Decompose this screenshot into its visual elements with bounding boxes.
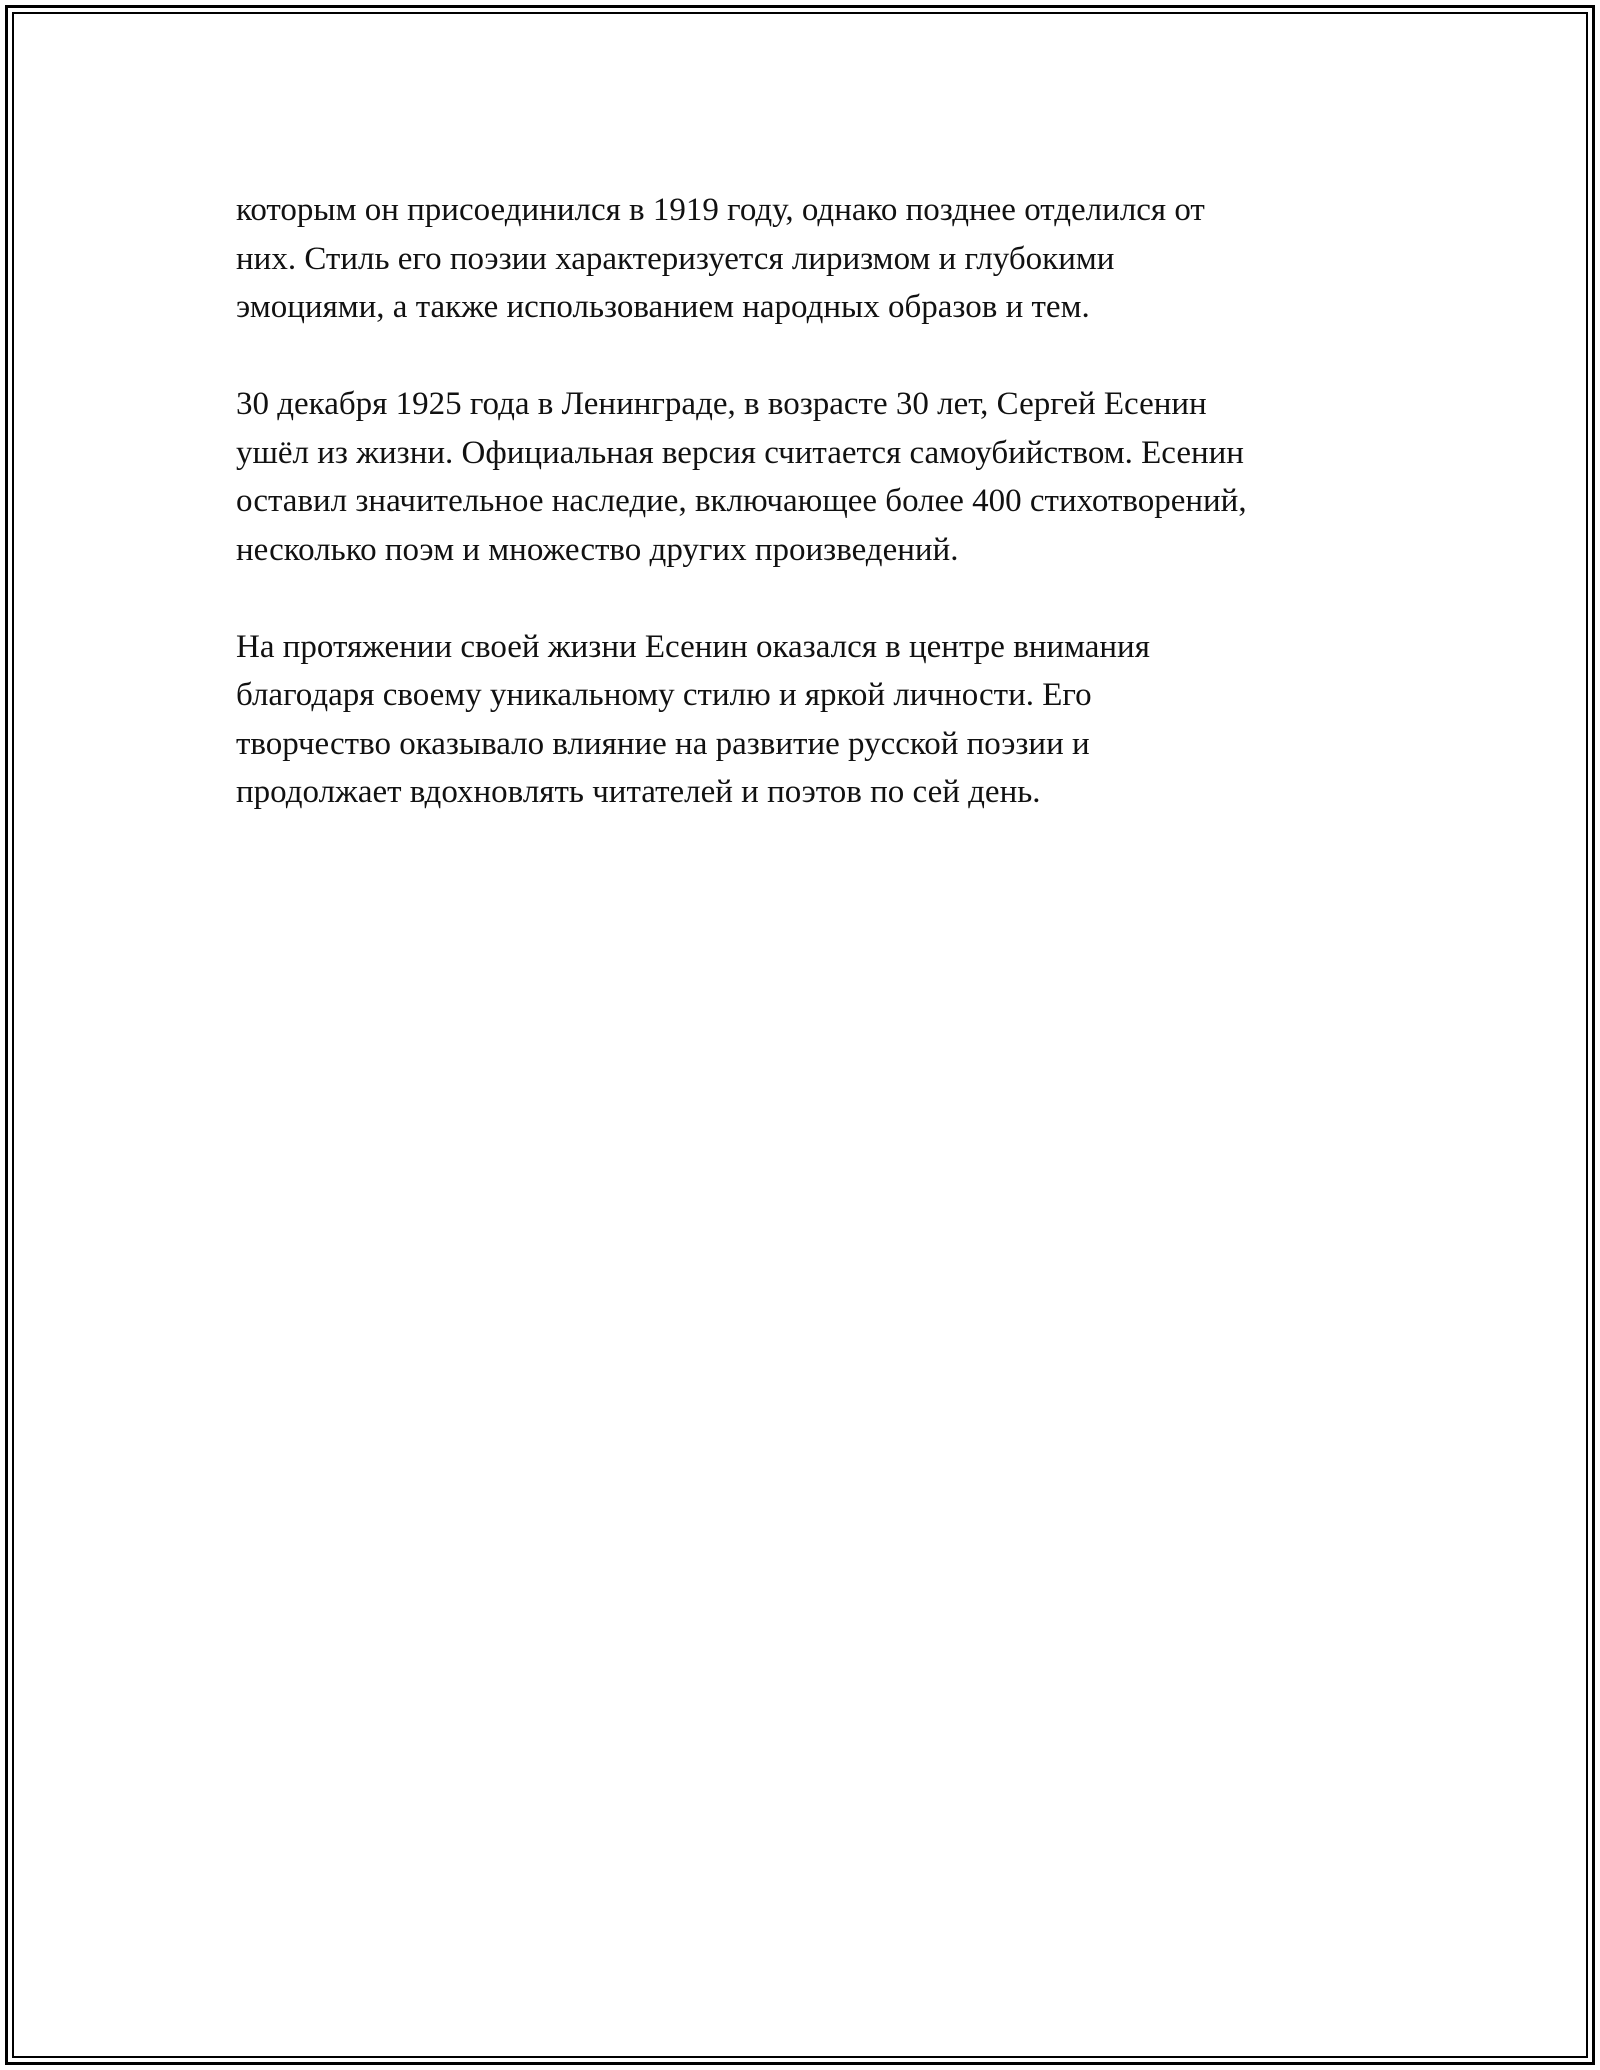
paragraph-3 [236,623,1416,817]
text-line: оставил значительное наследие, включающее более 400 стихотворений, [236,483,1247,519]
document-body [236,186,1416,865]
text-line: 30 декабря 1925 года в Ленинграде, в возрасте 30 лет, Сергей Есенин [236,386,1207,422]
text-line: эмоциями, а также использованием народных образов и тем. [236,289,1090,325]
paragraph-2 [236,380,1416,574]
text-line: творчество оказывало влияние на развитие русской поэзии и [236,725,1090,762]
text-line: которым он присоединился в 1919 году, однако позднее отделился от [236,192,1205,228]
text-line: На протяжении своей жизни Есенин оказался в центре внимания [236,628,1150,665]
text-line: них. Стиль его поэзии характеризуется лиризмом и глубокими [236,240,1115,277]
paragraph-1 [236,186,1416,332]
text-line: продолжает вдохновлять читателей и поэтов по сей день. [236,774,1041,810]
text-line: благодаря своему уникальному стилю и яркой личности. Его [236,677,1092,713]
text-line: несколько поэм и множество других произведений. [236,531,959,568]
text-line: ушёл из жизни. Официальная версия считается самоубийством. Есенин [236,434,1244,471]
